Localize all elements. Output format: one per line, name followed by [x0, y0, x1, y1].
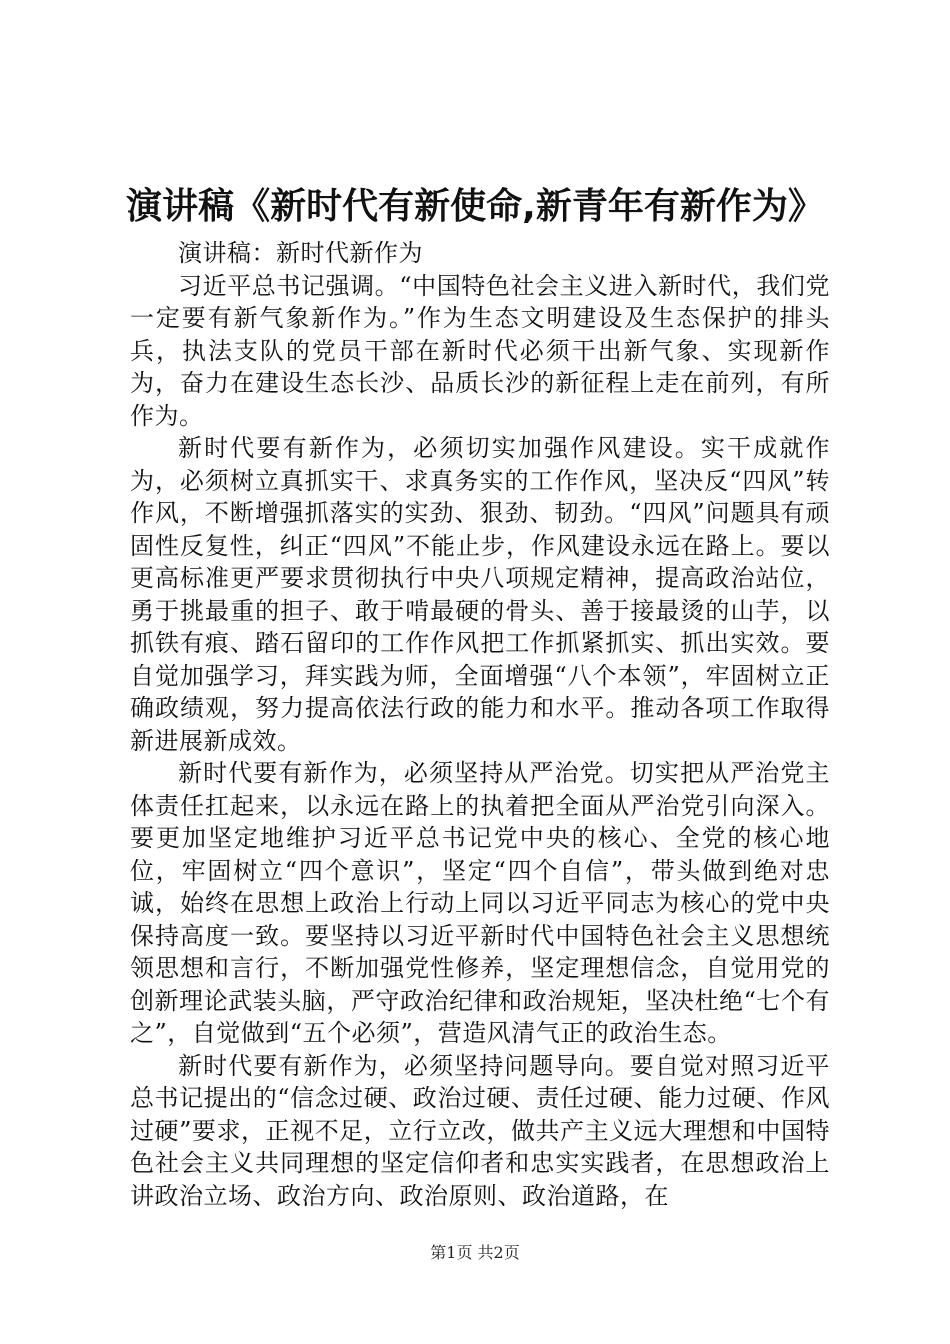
paragraph-subtitle: 演讲稿：新时代新作为 — [178, 239, 423, 267]
paragraph-2: 新时代要有新作为，必须切实加强作风建设。实干成就作为，必须树立真抓实干、求真务实的工作作风，坚决反“四风”转作风，不断增强抓落实的实劲、狠劲、韧劲。“四风”问题具有顽固性反复性，纠正“四风”不能止步，作风建设永远在路上。要以更高标准更严要求贯彻执行中央八项规定精神，提高政治站位，勇于挑最重的担子、敢于啃最硬的骨头、善于接最烫的山芋，以抓铁有痕、踏石留印的工作作风把工作抓紧抓实、抓出实效。要自觉加强学习，拜实践为师，全面增强“八个本领”，牢固树立正确政绩观，努力提高依法行政的能力和水平。推动各项工作取得新进展新成效。 — [130, 434, 830, 755]
paragraph-1: 习近平总书记强调。“中国特色社会主义进入新时代，我们党一定要有新气象新作为。”作为生态文明建设及生态保护的排头兵，执法支队的党员干部在新时代必须干出新气象、实现新作为，奋力在建设生态长沙、品质长沙的新征程上走在前列，有所作为。 — [130, 271, 830, 430]
page-footer: 第1页 共2页 — [430, 1243, 520, 1262]
document-body — [130, 237, 830, 1212]
paragraph-4: 新时代要有新作为，必须坚持问题导向。要自觉对照习近平总书记提出的“信念过硬、政治过硬、责任过硬、能力过硬、作风过硬”要求，正视不足，立行立改，做共产主义远大理想和中国特色社会主义共同理想的坚定信仰者和忠实实践者，在思想政治上讲政治立场、政治方向、政治原则、政治道路，在 — [130, 1051, 830, 1210]
document-title: 演讲稿《新时代有新使命,新青年有新作为》 — [126, 186, 824, 227]
paragraph-3: 新时代要有新作为，必须坚持从严治党。切实把从严治党主体责任扛起来，以永远在路上的执着把全面从严治党引向深入。要更加坚定地维护习近平总书记党中央的核心、全党的核心地位，牢固树立“四个意识”，坚定“四个自信”，带头做到绝对忠诚，始终在思想上政治上行动上同以习近平同志为核心的党中央保持高度一致。要坚持以习近平新时代中国特色社会主义思想统领思想和言行，不断加强党性修养，坚定理想信念，自觉用党的创新理论武装头脑，严守政治纪律和政治规矩，坚决杜绝“七个有之”，自觉做到“五个必须”，营造风清气正的政治生态。 — [130, 759, 830, 1047]
